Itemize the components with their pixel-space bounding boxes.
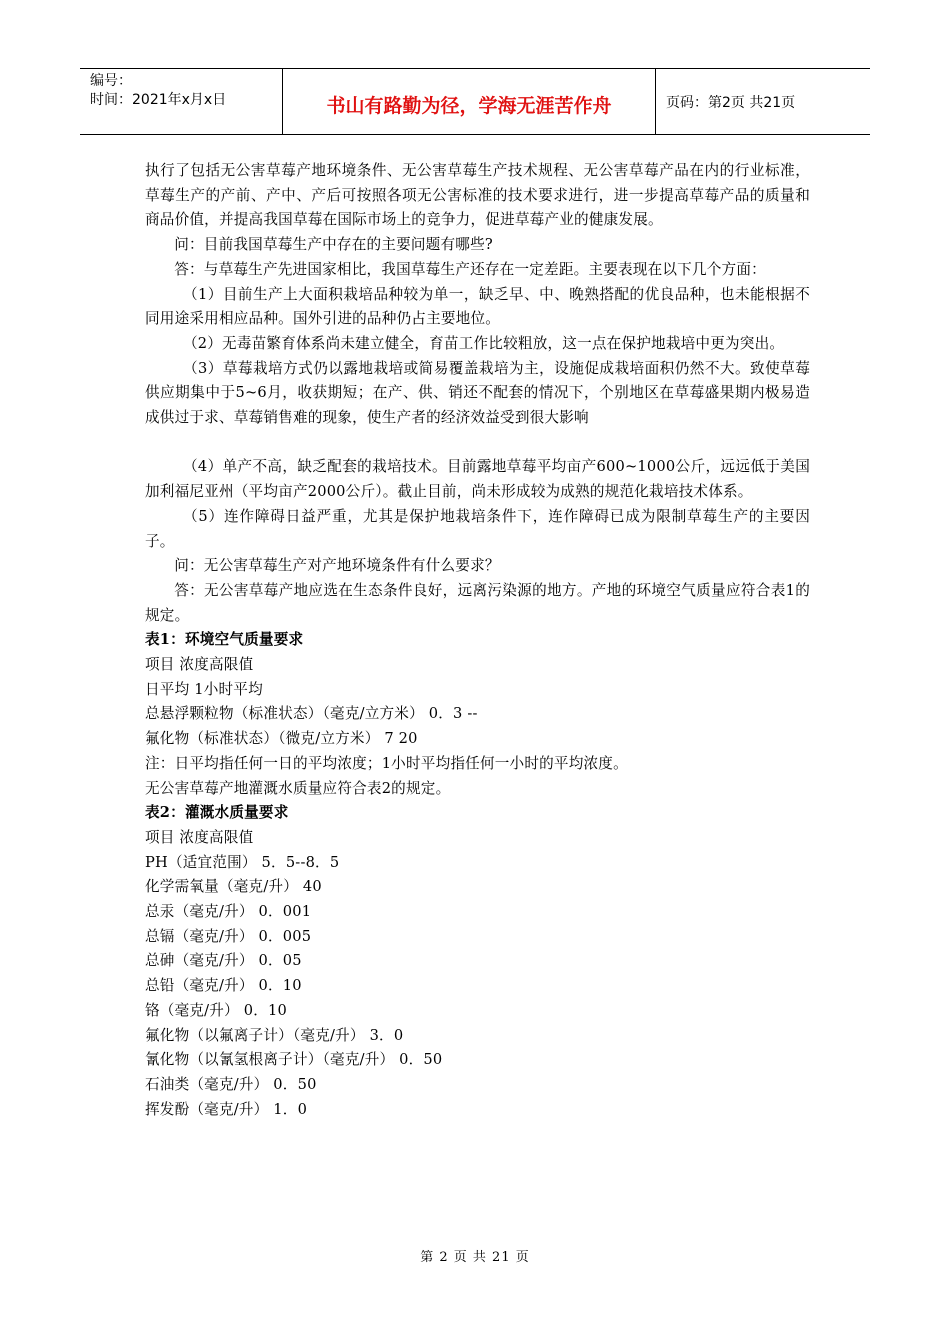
table2-line: 项目 浓度高限值 (145, 828, 254, 846)
table2-line: 总汞（毫克/升） 0．001 (145, 903, 312, 921)
table2-line: 总铅（毫克/升） 0．10 (145, 977, 302, 995)
question: 问：目前我国草莓生产中存在的主要问题有哪些? (174, 236, 493, 254)
table2-title: 表2：灌溉水质量要求 (145, 804, 289, 822)
question: 问：无公害草莓生产对产地环境条件有什么要求？ (174, 557, 500, 575)
table1-line: 项目 浓度高限值 (145, 656, 254, 674)
table2-line: 化学需氧量（毫克/升） 40 (145, 878, 322, 896)
table2-line: 总砷（毫克/升） 0．05 (145, 952, 302, 970)
time-label: 时间：2021年x月x日 (90, 92, 227, 108)
page-footer: 第 2 页 共 21 页 (420, 1250, 530, 1265)
header-meta (80, 69, 283, 134)
list-item: （3）草莓栽培方式仍以露地栽培或简易覆盖栽培为主，设施促成栽培面积仍然不大。致使草莓供应期集中于5~6月，收获期短；在产、供、销还不配套的情况下，个别地区在草莓盛果期内极易造成供过于求、草莓销售难的现象，使生产者的经济效益受到很大影响 (145, 359, 810, 427)
table1-note: 无公害草莓产地灌溉水质量应符合表2的规定。 (145, 779, 451, 797)
page-header (80, 68, 870, 135)
list-item: （4）单产不高，缺乏配套的栽培技术。目前露地草莓平均亩产600~1000公斤，远远低于美国加利福尼亚州（平均亩产2000公斤）。截止目前，尚未形成较为成熟的规范化栽培技术体系。 (145, 458, 810, 501)
blank-line (145, 431, 810, 456)
paragraph: 执行了包括无公害草莓产地环境条件、无公害草莓生产技术规程、无公害草莓产品在内的行业标准，草莓生产的产前、产中、产后可按照各项无公害标准的技术要求进行，进一步提高草莓产品的质量和商品价值，并提高我国草莓在国际市场上的竞争力，促进草莓产业的健康发展。 (145, 162, 810, 229)
table1-line: 日平均 1小时平均 (145, 680, 263, 698)
table2-line: 挥发酚（毫克/升） 1．0 (145, 1100, 308, 1118)
table1-title: 表1：环境空气质量要求 (145, 631, 304, 649)
table2-line: 氰化物（以氰氢根离子计）（毫克/升） 0．50 (145, 1051, 443, 1069)
answer: 答：与草莓生产先进国家相比，我国草莓生产还存在一定差距。主要表现在以下几个方面： (174, 260, 766, 278)
table2-line: 铬（毫克/升） 0．10 (145, 1001, 287, 1019)
table2-line: 石油类（毫克/升） 0．50 (145, 1076, 317, 1093)
list-item: （2）无毒苗繁育体系尚未建立健全，育苗工作比较粗放，这一点在保护地栽培中更为突出。 (182, 334, 785, 352)
table1-line: 总悬浮颗粒物（标准状态）（毫克/立方米） 0．3 -- (145, 705, 478, 723)
table2-line: 总镉（毫克/升） 0．005 (145, 927, 312, 945)
code-label: 编号： (90, 73, 132, 89)
table2-line: 氟化物（以氟离子计）（毫克/升） 3．0 (145, 1026, 404, 1044)
table2-line: PH（适宜范围） 5．5--8．5 (145, 853, 340, 871)
document-body (145, 159, 810, 1122)
header-page-info: 页码：第2页 共21页 (666, 94, 796, 111)
header-motto: 书山有路勤为径，学海无涯苦作舟 (283, 69, 656, 134)
answer: 答：无公害草莓产地应选在生态条件良好，远离污染源的地方。产地的环境空气质量应符合表1的规定。 (145, 581, 810, 624)
list-item: （5）连作障碍日益严重，尤其是保护地栽培条件下，连作障碍已成为限制草莓生产的主要因子。 (145, 507, 810, 550)
table1-line: 氟化物（标准状态）（微克/立方米） 7 20 (145, 730, 418, 748)
table1-note: 注：日平均指任何一日的平均浓度；1小时平均指任何一小时的平均浓度。 (145, 754, 628, 772)
list-item: （1）目前生产上大面积栽培品种较为单一，缺乏早、中、晚熟搭配的优良品种，也未能根据不同用途采用相应品种。国外引进的品种仍占主要地位。 (145, 285, 810, 328)
